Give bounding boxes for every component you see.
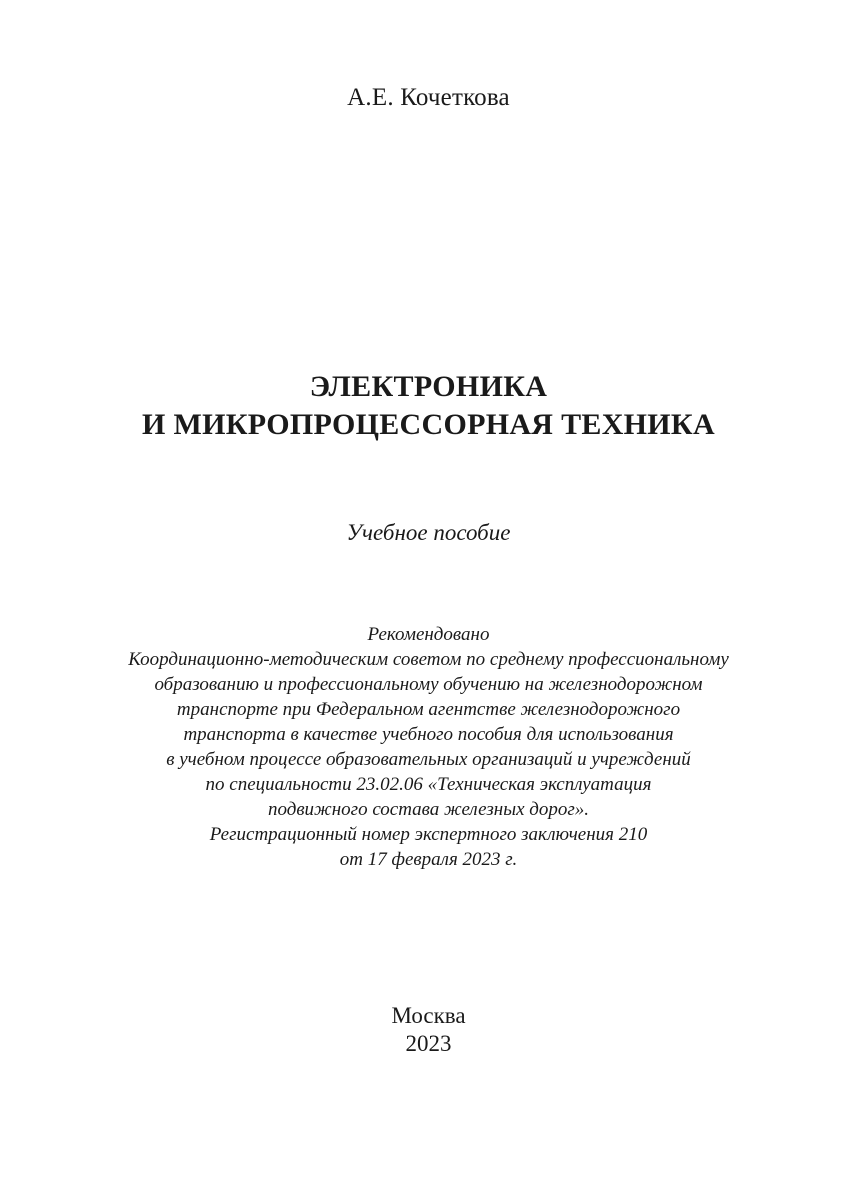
author-name: А.Е. Кочеткова <box>347 84 510 111</box>
recommendation-line: от 17 февраля 2023 г. <box>339 849 518 870</box>
publication-year: 2023 <box>405 1031 452 1056</box>
recommendation-line: по специальности 23.02.06 «Техническая эксплуатация <box>205 774 652 795</box>
book-title <box>0 368 857 444</box>
recommendation-line: Рекомендовано <box>367 624 490 645</box>
recommendation-line: в учебном процессе образовательных организаций и учреждений <box>166 749 691 770</box>
recommendation-line: подвижного состава железных дорог». <box>267 799 590 820</box>
recommendation-line: Координационно-методическим советом по среднему профессиональному <box>128 649 729 670</box>
publication-city: Москва <box>391 1003 466 1028</box>
recommendation-block <box>0 622 857 872</box>
book-subtitle: Учебное пособие <box>346 520 511 545</box>
recommendation-line: транспорта в качестве учебного пособия для использования <box>183 724 674 745</box>
recommendation-line: транспорте при Федеральном агентстве железнодорожного <box>176 699 681 720</box>
book-title-line-2: И МИКРОПРОЦЕССОРНАЯ ТЕХНИКА <box>142 408 715 441</box>
recommendation-line: Регистрационный номер экспертного заключения 210 <box>209 824 648 845</box>
book-title-line-1: ЭЛЕКТРОНИКА <box>309 370 548 403</box>
recommendation-line: образованию и профессиональному обучению на железнодорожном <box>154 674 703 695</box>
publication-imprint <box>0 1002 857 1058</box>
